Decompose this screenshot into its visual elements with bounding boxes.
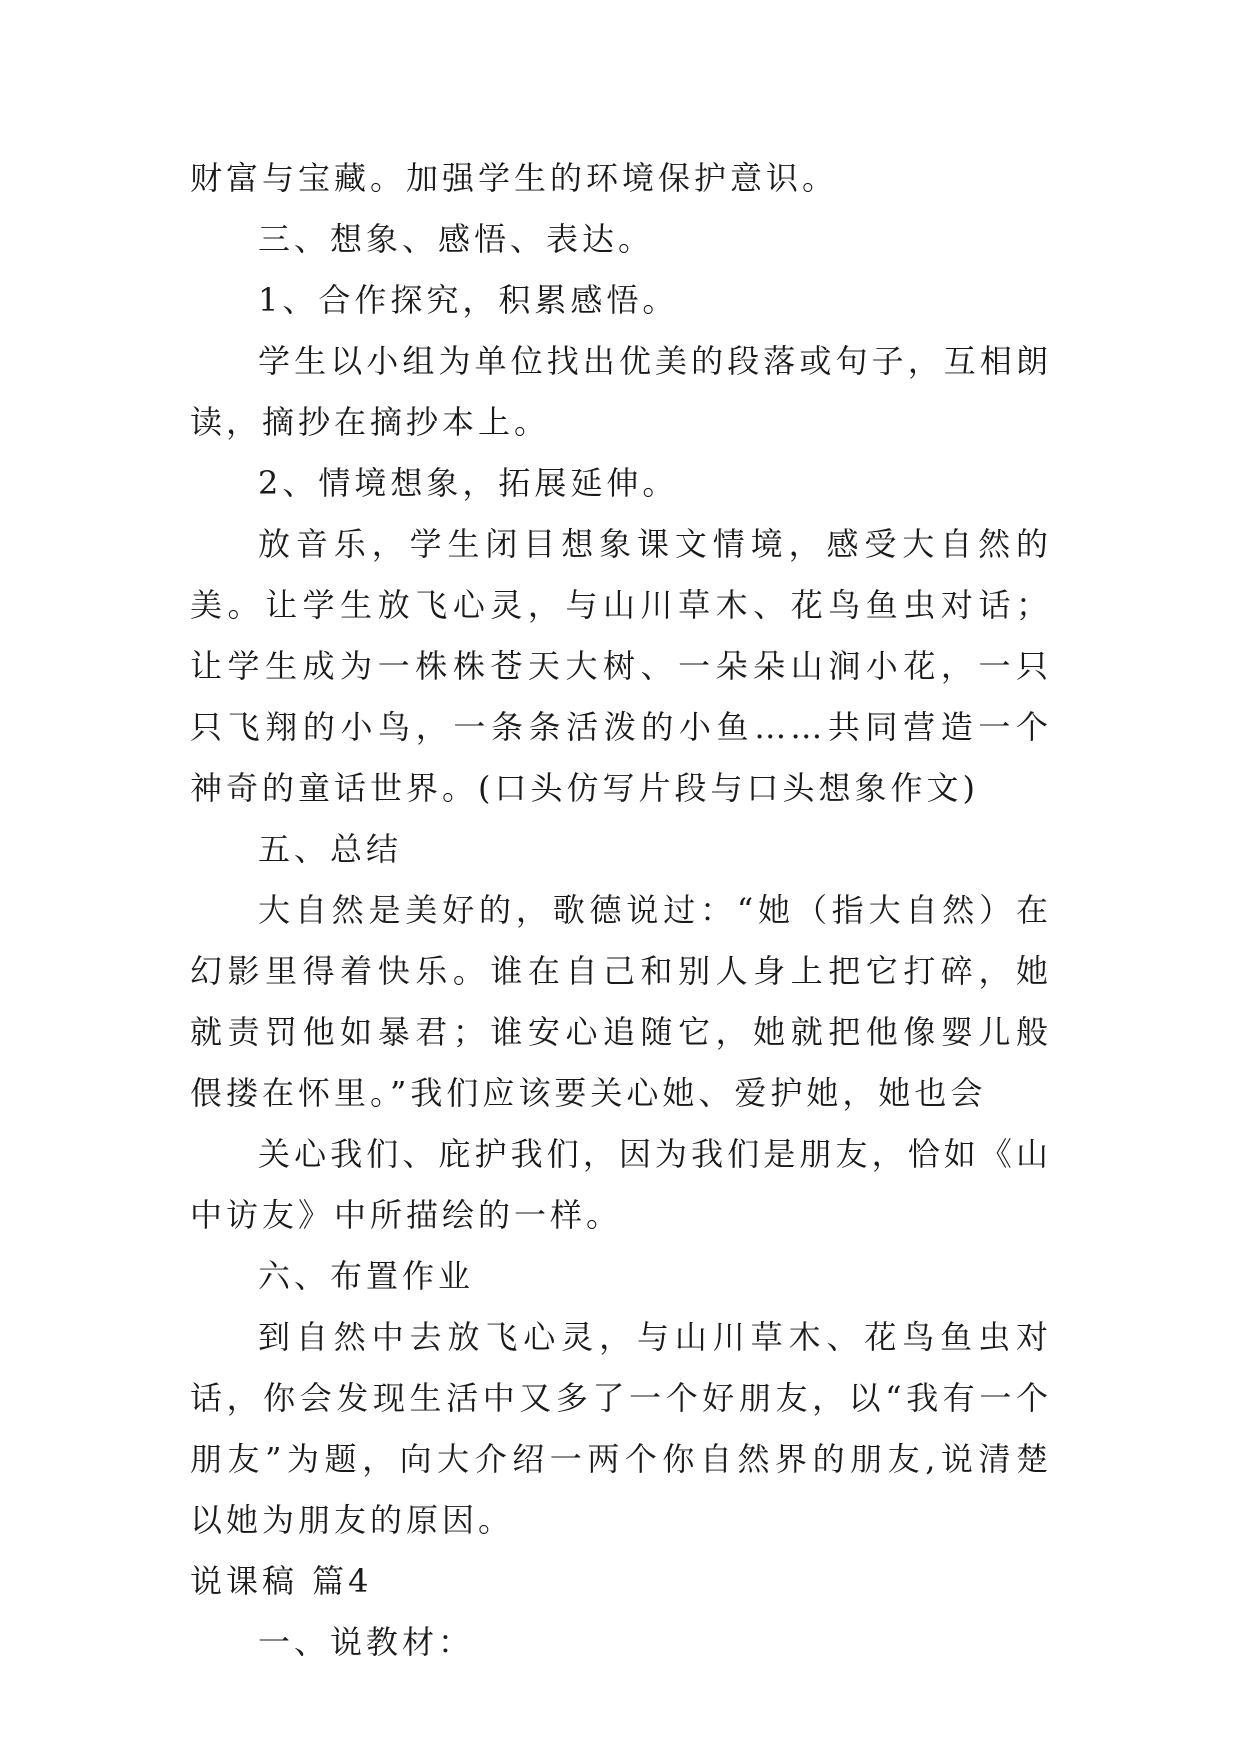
subheading-cooperative-inquiry: 1、合作探究，积累感悟。	[258, 281, 679, 319]
heading-summary: 五、总结	[258, 830, 403, 868]
document-body	[190, 148, 1052, 1673]
heading-homework: 六、布置作业	[258, 1257, 475, 1295]
paragraph-music-imagination: 放音乐，学生闭目想象课文情境，感受大自然的美。让学生放飞心灵，与山川草木、花鸟鱼虫对话；让学生成为一株株苍天大树、一朵朵山涧小花，一只只飞翔的小鸟，一条条活泼的小鱼……共同营造一个神奇的童话世界。(口头仿写片段与口头想象作文)	[190, 525, 1052, 807]
heading-imagine-express: 三、想象、感悟、表达。	[258, 220, 655, 258]
subheading-situational-imagination: 2、情境想象，拓展延伸。	[258, 464, 679, 502]
paragraph-goethe-quote: 大自然是美好的，歌德说过：“她（指大自然）在幻影里得着快乐。谁在自己和别人身上把它打碎，她就责罚他如暴君；谁安心追随它，她就把他像婴儿般偎搂在怀里。”我们应该要关心她、爱护她，她也会	[190, 891, 1052, 1112]
paragraph-group-reading: 学生以小组为单位找出优美的段落或句子，互相朗读，摘抄在摘抄本上。	[190, 342, 1052, 441]
heading-teaching-material: 一、说教材：	[258, 1623, 475, 1661]
paragraph-homework-detail: 到自然中去放飞心灵，与山川草木、花鸟鱼虫对话，你会发现生活中又多了一个好朋友，以“我有一个朋友”为题，向大介绍一两个你自然界的朋友,说清楚以她为朋友的原因。	[190, 1318, 1052, 1539]
paragraph-friends-conclusion: 关心我们、庇护我们，因为我们是朋友，恰如《山中访友》中所描绘的一样。	[190, 1135, 1052, 1234]
section-title-lesson-4: 说课稿 篇4	[190, 1562, 373, 1600]
paragraph-environment-awareness: 财富与宝藏。加强学生的环境保护意识。	[190, 159, 839, 197]
